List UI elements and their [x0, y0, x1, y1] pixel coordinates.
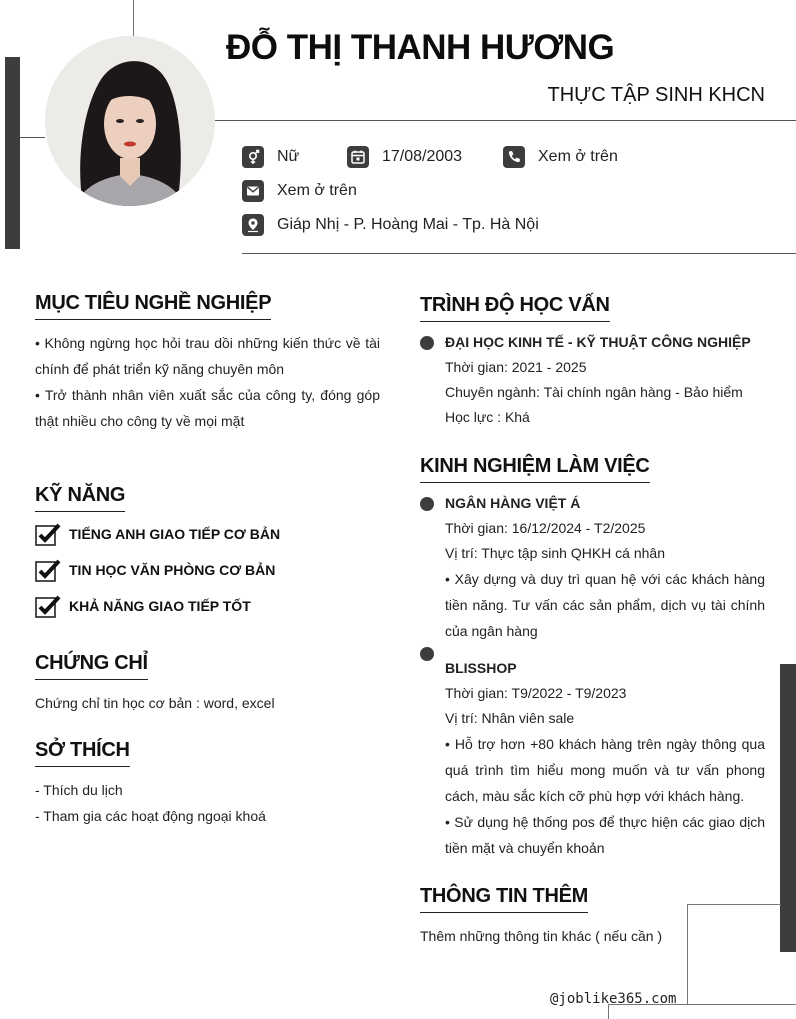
checkbox-checked-icon — [35, 522, 61, 546]
calendar-icon — [347, 146, 369, 168]
left-connector-line — [20, 137, 45, 138]
email-icon — [242, 180, 264, 202]
gender-value: Nữ — [277, 148, 300, 165]
birthdate-value: 17/08/2003 — [382, 148, 463, 165]
footer-credit: @joblike365.com — [550, 991, 677, 1007]
job-entry — [445, 491, 765, 644]
skill-label: TIN HỌC VĂN PHÒNG CƠ BẢN — [69, 562, 276, 578]
skill-item — [35, 594, 251, 618]
job-entry — [445, 656, 765, 861]
job-title: THỰC TẬP SINH KHCN — [547, 84, 765, 106]
phone-icon — [503, 146, 525, 168]
school-name: ĐẠI HỌC KINH TẾ - KỸ THUẬT CÔNG NGHIỆP — [445, 334, 751, 350]
job-detail: • Sử dụng hệ thống pos để thực hiện các giao dịch tiền mặt và chuyển khoản — [445, 814, 765, 856]
email-value: Xem ở trên — [277, 182, 357, 199]
hobby-item: - Thích du lịch — [35, 782, 123, 798]
job-position: Vị trí: Nhân viên sale — [445, 710, 575, 726]
timeline-dot — [420, 497, 434, 511]
experience-heading: KINH NGHIỆM LÀM VIỆC — [420, 455, 650, 483]
checkbox-checked-icon — [35, 558, 61, 582]
left-accent-bar — [5, 57, 20, 249]
education-time: Thời gian: 2021 - 2025 — [445, 359, 587, 375]
job-time: Thời gian: 16/12/2024 - T2/2025 — [445, 520, 646, 536]
gender-icon — [242, 146, 264, 168]
skill-item — [35, 522, 280, 546]
objective-item: • Không ngừng học hỏi trau dồi những kiến thức về tài chính để phát triển kỹ năng chuyên môn — [35, 335, 380, 377]
timeline-dot — [420, 336, 434, 350]
objective-item: • Trở thành nhân viên xuất sắc của công ty, đóng góp thật nhiều cho công ty về mọi mặt — [35, 387, 380, 429]
certificates-heading: CHỨNG CHỈ — [35, 652, 148, 680]
job-time: Thời gian: T9/2022 - T9/2023 — [445, 685, 627, 701]
location-icon — [242, 214, 264, 236]
corner-frame-left — [687, 904, 688, 1004]
profile-photo — [45, 36, 215, 206]
timeline-dot — [420, 647, 434, 661]
hobby-item: - Tham gia các hoạt động ngoại khoá — [35, 808, 266, 824]
education-grade: Học lực : Khá — [445, 409, 530, 425]
full-name: ĐỖ THỊ THANH HƯƠNG — [226, 28, 615, 67]
certificate-text: Chứng chỉ tin học cơ bản : word, excel — [35, 695, 275, 711]
right-accent-bar — [780, 664, 796, 952]
additional-heading: THÔNG TIN THÊM — [420, 885, 588, 913]
objective-list — [35, 330, 380, 434]
objective-heading: MỤC TIÊU NGHỀ NGHIỆP — [35, 292, 271, 320]
education-major: Chuyên ngành: Tài chính ngân hàng - Bảo hiểm — [445, 384, 743, 400]
job-position: Vị trí: Thực tập sinh QHKH cá nhân — [445, 545, 665, 561]
additional-text: Thêm những thông tin khác ( nếu cần ) — [420, 928, 663, 944]
hobbies-list — [35, 777, 266, 829]
skills-heading: KỸ NĂNG — [35, 484, 125, 512]
skill-label: KHẢ NĂNG GIAO TIẾP TỐT — [69, 598, 251, 614]
job-detail: • Xây dựng và duy trì quan hệ với các khách hàng tiền năng. Tư vấn các sản phẩm, dịch vụ tài chính của ngân hàng — [445, 571, 765, 639]
skill-label: TIẾNG ANH GIAO TIẾP CƠ BẢN — [69, 526, 281, 542]
address-value: Giáp Nhị - P. Hoàng Mai - Tp. Hà Nội — [277, 216, 539, 233]
corner-frame-top — [687, 904, 781, 905]
header-divider — [215, 120, 796, 121]
hobbies-heading: SỞ THÍCH — [35, 739, 130, 767]
contact-divider — [242, 253, 796, 254]
phone-value: Xem ở trên — [538, 148, 618, 165]
company-name: BLISSHOP — [445, 660, 517, 676]
top-vertical-line — [133, 0, 134, 36]
company-name: NGÂN HÀNG VIỆT Á — [445, 495, 581, 511]
job-detail: • Hỗ trợ hơn +80 khách hàng trên ngày thông qua quá trình tìm hiểu mong muốn và tư vấn phong cách, màu sắc kích cỡ phù hợp với khách hàng. — [445, 736, 765, 804]
checkbox-checked-icon — [35, 594, 61, 618]
skill-item — [35, 558, 275, 582]
education-heading: TRÌNH ĐỘ HỌC VẤN — [420, 294, 610, 322]
education-entry — [445, 330, 765, 430]
